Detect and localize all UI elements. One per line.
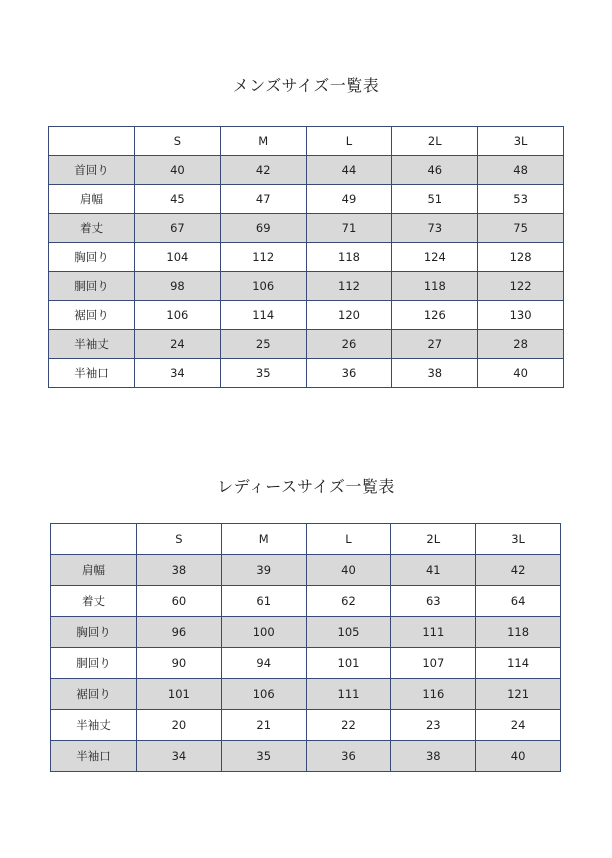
table-cell: 42 xyxy=(220,156,306,185)
table-row-hem xyxy=(51,679,561,710)
table-cell: 23 xyxy=(391,710,476,741)
row-label: 胸回り xyxy=(51,617,137,648)
table-cell: 116 xyxy=(391,679,476,710)
table-cell: 107 xyxy=(391,648,476,679)
header-cell-corner xyxy=(51,524,137,555)
table-cell: 44 xyxy=(306,156,392,185)
table-cell: 75 xyxy=(478,214,564,243)
table-cell: 90 xyxy=(137,648,222,679)
row-label: 着丈 xyxy=(51,586,137,617)
table-cell: 106 xyxy=(221,679,306,710)
table-cell: 128 xyxy=(478,243,564,272)
table-cell: 111 xyxy=(391,617,476,648)
table-cell: 36 xyxy=(306,741,391,772)
table-row-length xyxy=(49,214,564,243)
row-label: 胴回り xyxy=(51,648,137,679)
header-cell-m: M xyxy=(220,127,306,156)
table-cell: 112 xyxy=(306,272,392,301)
table-cell: 106 xyxy=(135,301,221,330)
table-cell: 51 xyxy=(392,185,478,214)
header-cell-3l: 3L xyxy=(478,127,564,156)
table-cell: 120 xyxy=(306,301,392,330)
table-cell: 63 xyxy=(391,586,476,617)
table-cell: 96 xyxy=(137,617,222,648)
table-row-sleeve-length xyxy=(51,710,561,741)
table-cell: 69 xyxy=(220,214,306,243)
table-header-row xyxy=(51,524,561,555)
table-cell: 25 xyxy=(220,330,306,359)
table-cell: 22 xyxy=(306,710,391,741)
table-cell: 73 xyxy=(392,214,478,243)
table-cell: 100 xyxy=(221,617,306,648)
header-cell-l: L xyxy=(306,127,392,156)
table-cell: 114 xyxy=(220,301,306,330)
table-row-shoulder xyxy=(51,555,561,586)
mens-size-table-title: メンズサイズ一覧表 xyxy=(232,76,380,95)
table-cell: 61 xyxy=(221,586,306,617)
table-cell: 21 xyxy=(221,710,306,741)
ladies-size-table xyxy=(50,523,561,772)
table-header-row xyxy=(49,127,564,156)
table-row-chest xyxy=(51,617,561,648)
table-cell: 49 xyxy=(306,185,392,214)
table-row-hem xyxy=(49,301,564,330)
table-cell: 106 xyxy=(220,272,306,301)
table-cell: 130 xyxy=(478,301,564,330)
table-cell: 46 xyxy=(392,156,478,185)
table-cell: 112 xyxy=(220,243,306,272)
table-cell: 38 xyxy=(392,359,478,388)
table-cell: 26 xyxy=(306,330,392,359)
row-label: 裾回り xyxy=(51,679,137,710)
table-row-sleeve-opening xyxy=(49,359,564,388)
row-label: 胸回り xyxy=(49,243,135,272)
row-label: 肩幅 xyxy=(49,185,135,214)
table-cell: 47 xyxy=(220,185,306,214)
table-cell: 126 xyxy=(392,301,478,330)
table-cell: 114 xyxy=(476,648,561,679)
row-label: 着丈 xyxy=(49,214,135,243)
table-cell: 27 xyxy=(392,330,478,359)
table-cell: 39 xyxy=(221,555,306,586)
table-row-waist xyxy=(51,648,561,679)
table-row-waist xyxy=(49,272,564,301)
table-row-chest xyxy=(49,243,564,272)
table-cell: 35 xyxy=(221,741,306,772)
table-cell: 24 xyxy=(135,330,221,359)
header-cell-2l: 2L xyxy=(391,524,476,555)
table-cell: 118 xyxy=(306,243,392,272)
row-label: 胴回り xyxy=(49,272,135,301)
table-cell: 101 xyxy=(137,679,222,710)
table-cell: 41 xyxy=(391,555,476,586)
table-cell: 40 xyxy=(135,156,221,185)
table-cell: 104 xyxy=(135,243,221,272)
header-cell-s: S xyxy=(135,127,221,156)
row-label: 裾回り xyxy=(49,301,135,330)
header-cell-l: L xyxy=(306,524,391,555)
table-cell: 53 xyxy=(478,185,564,214)
table-cell: 45 xyxy=(135,185,221,214)
table-cell: 111 xyxy=(306,679,391,710)
table-row-neck xyxy=(49,156,564,185)
row-label: 肩幅 xyxy=(51,555,137,586)
table-cell: 105 xyxy=(306,617,391,648)
header-cell-m: M xyxy=(221,524,306,555)
table-cell: 98 xyxy=(135,272,221,301)
table-cell: 40 xyxy=(478,359,564,388)
mens-size-table xyxy=(48,126,564,388)
table-cell: 118 xyxy=(476,617,561,648)
header-cell-2l: 2L xyxy=(392,127,478,156)
table-cell: 40 xyxy=(476,741,561,772)
table-cell: 48 xyxy=(478,156,564,185)
table-cell: 121 xyxy=(476,679,561,710)
row-label: 半袖丈 xyxy=(51,710,137,741)
table-cell: 35 xyxy=(220,359,306,388)
row-label: 半袖口 xyxy=(49,359,135,388)
table-cell: 64 xyxy=(476,586,561,617)
row-label: 首回り xyxy=(49,156,135,185)
ladies-size-table-title: レディースサイズ一覧表 xyxy=(217,477,395,496)
table-cell: 40 xyxy=(306,555,391,586)
table-row-shoulder xyxy=(49,185,564,214)
table-cell: 34 xyxy=(135,359,221,388)
header-cell-3l: 3L xyxy=(476,524,561,555)
table-cell: 67 xyxy=(135,214,221,243)
table-cell: 24 xyxy=(476,710,561,741)
table-cell: 94 xyxy=(221,648,306,679)
table-cell: 71 xyxy=(306,214,392,243)
table-cell: 124 xyxy=(392,243,478,272)
table-cell: 34 xyxy=(137,741,222,772)
table-cell: 42 xyxy=(476,555,561,586)
row-label: 半袖口 xyxy=(51,741,137,772)
table-row-sleeve-opening xyxy=(51,741,561,772)
table-cell: 118 xyxy=(392,272,478,301)
table-row-length xyxy=(51,586,561,617)
table-row-sleeve-length xyxy=(49,330,564,359)
table-cell: 60 xyxy=(137,586,222,617)
table-cell: 62 xyxy=(306,586,391,617)
header-cell-s: S xyxy=(137,524,222,555)
header-cell-corner xyxy=(49,127,135,156)
table-cell: 28 xyxy=(478,330,564,359)
table-cell: 36 xyxy=(306,359,392,388)
table-cell: 20 xyxy=(137,710,222,741)
row-label: 半袖丈 xyxy=(49,330,135,359)
table-cell: 38 xyxy=(137,555,222,586)
table-cell: 38 xyxy=(391,741,476,772)
table-cell: 101 xyxy=(306,648,391,679)
table-cell: 122 xyxy=(478,272,564,301)
